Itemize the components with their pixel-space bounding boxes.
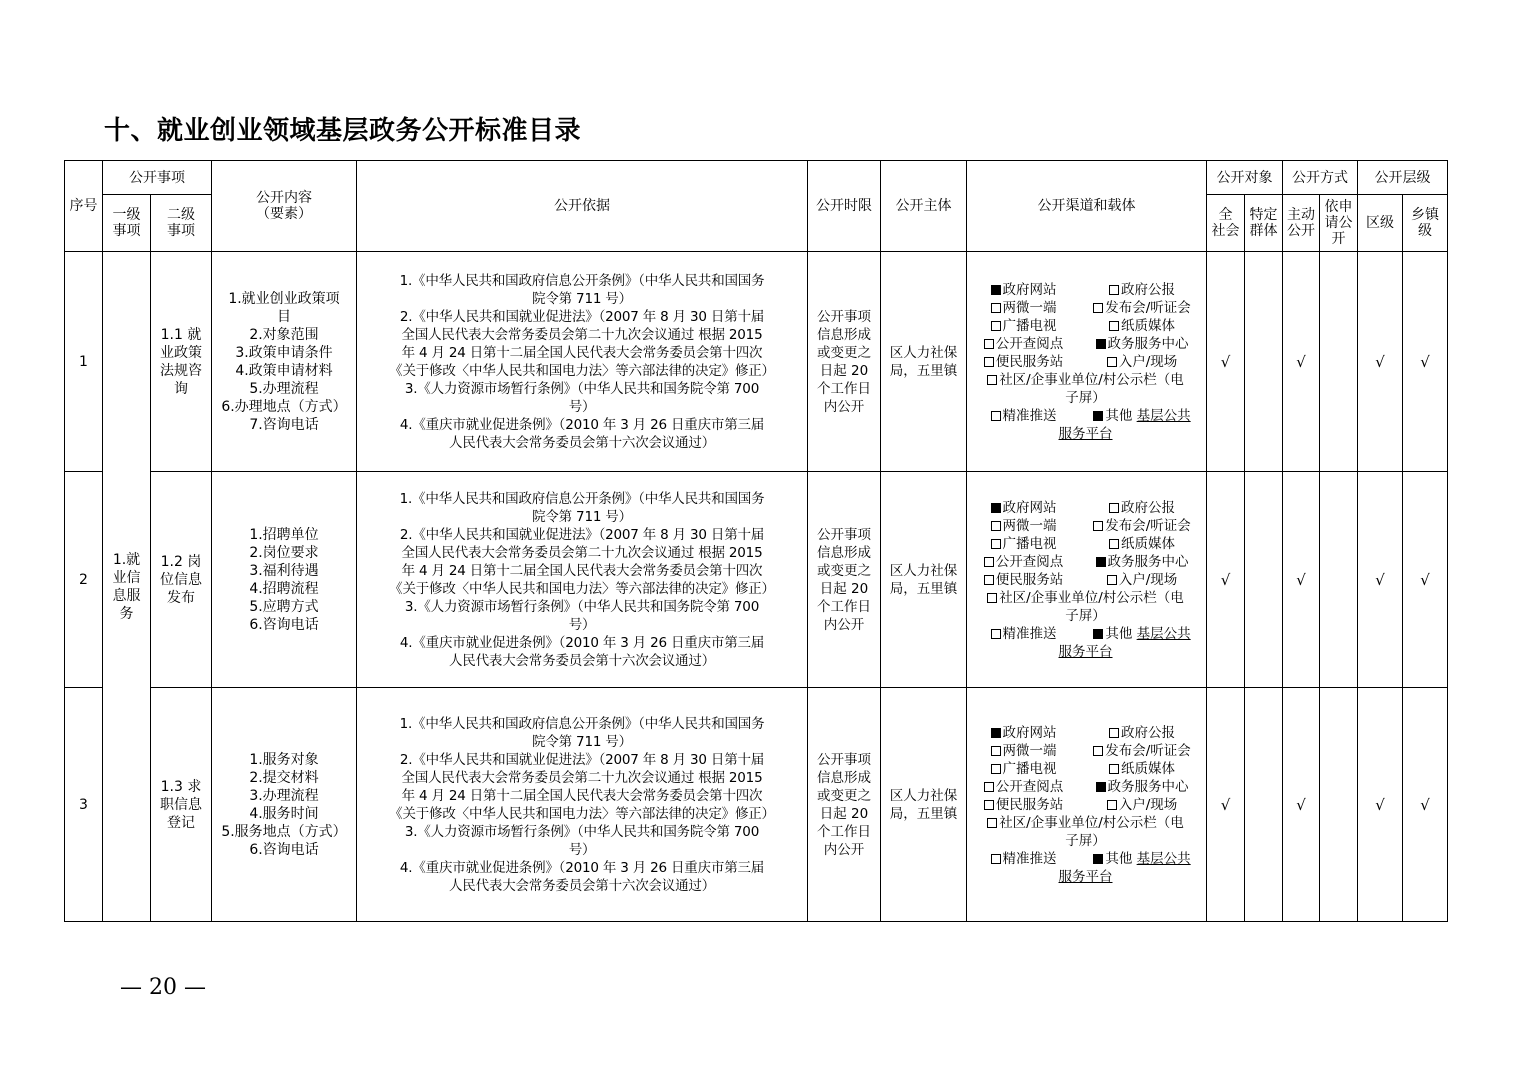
channel-option: 公开查阅点 bbox=[967, 335, 1080, 353]
channel-option: 入户/现场 bbox=[1080, 571, 1204, 589]
channel-option: 入户/现场 bbox=[1080, 353, 1204, 371]
channels-cell bbox=[967, 472, 1207, 688]
checkbox-icon bbox=[987, 593, 997, 603]
header-basis: 公开依据 bbox=[357, 161, 808, 252]
checkbox-icon bbox=[984, 800, 994, 810]
header-content: 公开内容 （要素） bbox=[212, 161, 357, 252]
channel-option: 政务服务中心 bbox=[1080, 335, 1204, 353]
target-all-check: √ bbox=[1207, 252, 1245, 472]
content-elements: 1.服务对象 2.提交材料 3.办理流程 4.服务时间 5.服务地点（方式） 6.咨询电话 bbox=[212, 688, 357, 922]
method-active-check: √ bbox=[1283, 472, 1320, 688]
target-all-check: √ bbox=[1207, 688, 1245, 922]
checkbox-icon bbox=[991, 321, 1001, 331]
checkbox-icon bbox=[1093, 854, 1103, 864]
table-row bbox=[65, 252, 1448, 472]
checkbox-icon bbox=[991, 285, 1001, 295]
checkbox-icon bbox=[1109, 503, 1119, 513]
table-row bbox=[65, 688, 1448, 922]
channel-option: 入户/现场 bbox=[1080, 796, 1204, 814]
basis-text: 1.《中华人民共和国政府信息公开条例》（中华人民共和国国务 院令第 711 号） 2.《中华人民共和国就业促进法》（2007 年 8 月 30 日第十届 全国人民代表大会常务委员会第二十九次会议通过 根据 2015 年 4 月 24 日第十二届全国人民代表大会常务委员会第十四次 《关于修改〈中华人民共和国电力法〉等六部法律的决定》修正） 3.《人力资源市场暂行条例》（中华人民共和国务院令第 700 号） 4.《重庆市就业促进条例》（2010 年 3 月 26 日重庆市第三届 人民代表大会常务委员会第十六次会议通过） bbox=[357, 472, 808, 688]
time-limit: 公开事项 信息形成 或变更之 日起 20 个工作日 内公开 bbox=[808, 472, 881, 688]
content-elements: 1.就业创业政策项 目 2.对象范围 3.政策申请条件 4.政策申请材料 5.办理流程 6.办理地点（方式） 7.咨询电话 bbox=[212, 252, 357, 472]
channel-option: 便民服务站 bbox=[967, 796, 1080, 814]
channel-grid bbox=[967, 281, 1206, 443]
method-request-check bbox=[1320, 688, 1358, 922]
checkbox-icon bbox=[991, 764, 1001, 774]
content-elements: 1.招聘单位 2.岗位要求 3.福利待遇 4.招聘流程 5.应聘方式 6.咨询电话 bbox=[212, 472, 357, 688]
level-district-check: √ bbox=[1358, 688, 1403, 922]
level2-item: 1.3 求 职信息 登记 bbox=[151, 688, 212, 922]
header-method-active: 主动 公开 bbox=[1283, 195, 1320, 252]
channel-option: 便民服务站 bbox=[967, 353, 1080, 371]
channel-option: 政府公报 bbox=[1080, 499, 1204, 517]
page-number: — 20 — bbox=[120, 975, 206, 1000]
method-request-check bbox=[1320, 252, 1358, 472]
header-level: 公开层级 bbox=[1358, 161, 1448, 195]
channel-option: 广播电视 bbox=[967, 535, 1080, 553]
checkbox-icon bbox=[984, 575, 994, 585]
header-level2: 二级 事项 bbox=[151, 195, 212, 252]
checkbox-icon bbox=[1093, 303, 1103, 313]
channels-cell bbox=[967, 252, 1207, 472]
header-target: 公开对象 bbox=[1207, 161, 1283, 195]
checkbox-icon bbox=[991, 411, 1001, 421]
channel-option: 发布会/听证会 bbox=[1080, 299, 1204, 317]
level-district-check: √ bbox=[1358, 472, 1403, 688]
header-time-limit: 公开时限 bbox=[808, 161, 881, 252]
channel-option: 公开查阅点 bbox=[967, 553, 1080, 571]
time-limit: 公开事项 信息形成 或变更之 日起 20 个工作日 内公开 bbox=[808, 688, 881, 922]
checkbox-icon bbox=[1096, 782, 1106, 792]
checkbox-icon bbox=[991, 303, 1001, 313]
channel-option: 其他 基层公共 bbox=[1080, 625, 1204, 643]
channel-option: 纸质媒体 bbox=[1080, 535, 1204, 553]
checkbox-icon bbox=[984, 782, 994, 792]
checkbox-icon bbox=[987, 818, 997, 828]
channel-option: 政务服务中心 bbox=[1080, 553, 1204, 571]
checkbox-icon bbox=[1107, 575, 1117, 585]
checkbox-icon bbox=[1109, 321, 1119, 331]
target-specific-check bbox=[1245, 252, 1283, 472]
channel-option: 政务服务中心 bbox=[1080, 778, 1204, 796]
subject: 区人力社保 局，五里镇 bbox=[881, 688, 967, 922]
page-title: 十、就业创业领域基层政务公开标准目录 bbox=[104, 116, 582, 146]
channel-other-value: 服务平台 bbox=[1058, 868, 1113, 885]
channel-option: 公开查阅点 bbox=[967, 778, 1080, 796]
header-level1: 一级 事项 bbox=[103, 195, 151, 252]
checkbox-icon bbox=[991, 629, 1001, 639]
method-active-check: √ bbox=[1283, 688, 1320, 922]
channel-option: 社区/企事业单位/村公示栏（电 子屏） bbox=[967, 814, 1204, 850]
checkbox-icon bbox=[991, 521, 1001, 531]
channel-option: 广播电视 bbox=[967, 760, 1080, 778]
header-subject: 公开主体 bbox=[881, 161, 967, 252]
level-town-check: √ bbox=[1403, 252, 1448, 472]
channel-option: 社区/企事业单位/村公示栏（电 子屏） bbox=[967, 371, 1204, 407]
checkbox-icon bbox=[984, 357, 994, 367]
channel-other-value: 服务平台 bbox=[1058, 643, 1113, 660]
checkbox-icon bbox=[1107, 357, 1117, 367]
checkbox-icon bbox=[1109, 728, 1119, 738]
checkbox-icon bbox=[991, 746, 1001, 756]
checkbox-icon bbox=[1093, 746, 1103, 756]
channel-option: 纸质媒体 bbox=[1080, 317, 1204, 335]
channel-option: 政府网站 bbox=[967, 724, 1080, 742]
level-town-check: √ bbox=[1403, 688, 1448, 922]
checkbox-icon bbox=[1107, 800, 1117, 810]
subject: 区人力社保 局，五里镇 bbox=[881, 472, 967, 688]
target-all-check: √ bbox=[1207, 472, 1245, 688]
channel-option: 精准推送 bbox=[967, 850, 1080, 868]
channel-option: 两微一端 bbox=[967, 299, 1080, 317]
channel-option: 政府网站 bbox=[967, 499, 1080, 517]
channel-grid bbox=[967, 499, 1206, 661]
method-request-check bbox=[1320, 472, 1358, 688]
row-seq: 2 bbox=[65, 472, 103, 688]
channel-option: 政府公报 bbox=[1080, 281, 1204, 299]
channel-option: 发布会/听证会 bbox=[1080, 517, 1204, 535]
channel-grid bbox=[967, 724, 1206, 886]
channel-option: 精准推送 bbox=[967, 625, 1080, 643]
checkbox-icon bbox=[1109, 285, 1119, 295]
checkbox-icon bbox=[991, 539, 1001, 549]
header-matter: 公开事项 bbox=[103, 161, 212, 195]
basis-text: 1.《中华人民共和国政府信息公开条例》（中华人民共和国国务 院令第 711 号） 2.《中华人民共和国就业促进法》（2007 年 8 月 30 日第十届 全国人民代表大会常务委员会第二十九次会议通过 根据 2015 年 4 月 24 日第十二届全国人民代表大会常务委员会第十四次 《关于修改〈中华人民共和国电力法〉等六部法律的决定》修正） 3.《人力资源市场暂行条例》（中华人民共和国务院令第 700 号） 4.《重庆市就业促进条例》（2010 年 3 月 26 日重庆市第三届 人民代表大会常务委员会第十六次会议通过） bbox=[357, 252, 808, 472]
channel-option: 政府公报 bbox=[1080, 724, 1204, 742]
level-town-check: √ bbox=[1403, 472, 1448, 688]
checkbox-icon bbox=[987, 375, 997, 385]
channel-option: 两微一端 bbox=[967, 517, 1080, 535]
checkbox-icon bbox=[984, 557, 994, 567]
header-channels: 公开渠道和载体 bbox=[967, 161, 1207, 252]
basis-text: 1.《中华人民共和国政府信息公开条例》（中华人民共和国国务 院令第 711 号） 2.《中华人民共和国就业促进法》（2007 年 8 月 30 日第十届 全国人民代表大会常务委员会第二十九次会议通过 根据 2015 年 4 月 24 日第十二届全国人民代表大会常务委员会第十四次 《关于修改〈中华人民共和国电力法〉等六部法律的决定》修正） 3.《人力资源市场暂行条例》（中华人民共和国务院令第 700 号） 4.《重庆市就业促进条例》（2010 年 3 月 26 日重庆市第三届 人民代表大会常务委员会第十六次会议通过） bbox=[357, 688, 808, 922]
header-level-district: 区级 bbox=[1358, 195, 1403, 252]
channel-option: 精准推送 bbox=[967, 407, 1080, 425]
channels-cell bbox=[967, 688, 1207, 922]
header-method: 公开方式 bbox=[1283, 161, 1358, 195]
subject: 区人力社保 局，五里镇 bbox=[881, 252, 967, 472]
time-limit: 公开事项 信息形成 或变更之 日起 20 个工作日 内公开 bbox=[808, 252, 881, 472]
header-target-all: 全 社会 bbox=[1207, 195, 1245, 252]
header-target-specific: 特定 群体 bbox=[1245, 195, 1283, 252]
channel-option: 发布会/听证会 bbox=[1080, 742, 1204, 760]
checkbox-icon bbox=[1096, 339, 1106, 349]
target-specific-check bbox=[1245, 472, 1283, 688]
level2-item: 1.2 岗 位信息 发布 bbox=[151, 472, 212, 688]
channel-other-value: 服务平台 bbox=[1058, 425, 1113, 442]
channel-option: 广播电视 bbox=[967, 317, 1080, 335]
channel-option: 两微一端 bbox=[967, 742, 1080, 760]
table-row bbox=[65, 472, 1448, 688]
checkbox-icon bbox=[1109, 764, 1119, 774]
header-seq: 序号 bbox=[65, 161, 103, 252]
channel-option: 其他 基层公共 bbox=[1080, 850, 1204, 868]
checkbox-icon bbox=[984, 339, 994, 349]
checkbox-icon bbox=[1093, 411, 1103, 421]
checkbox-icon bbox=[1093, 629, 1103, 639]
checkbox-icon bbox=[991, 728, 1001, 738]
target-specific-check bbox=[1245, 688, 1283, 922]
row-seq: 3 bbox=[65, 688, 103, 922]
header-level-town: 乡镇 级 bbox=[1403, 195, 1448, 252]
checkbox-icon bbox=[991, 503, 1001, 513]
level-district-check: √ bbox=[1358, 252, 1403, 472]
channel-option: 政府网站 bbox=[967, 281, 1080, 299]
row-seq: 1 bbox=[65, 252, 103, 472]
checkbox-icon bbox=[1093, 521, 1103, 531]
checkbox-icon bbox=[1096, 557, 1106, 567]
checkbox-icon bbox=[1109, 539, 1119, 549]
channel-option: 便民服务站 bbox=[967, 571, 1080, 589]
method-active-check: √ bbox=[1283, 252, 1320, 472]
catalog-table bbox=[64, 160, 1448, 922]
level2-item: 1.1 就 业政策 法规咨 询 bbox=[151, 252, 212, 472]
channel-option: 纸质媒体 bbox=[1080, 760, 1204, 778]
channel-option: 社区/企事业单位/村公示栏（电 子屏） bbox=[967, 589, 1204, 625]
checkbox-icon bbox=[991, 854, 1001, 864]
channel-option: 其他 基层公共 bbox=[1080, 407, 1204, 425]
level1-item: 1.就 业信 息服 务 bbox=[103, 252, 151, 922]
header-method-request: 依申 请公 开 bbox=[1320, 195, 1358, 252]
